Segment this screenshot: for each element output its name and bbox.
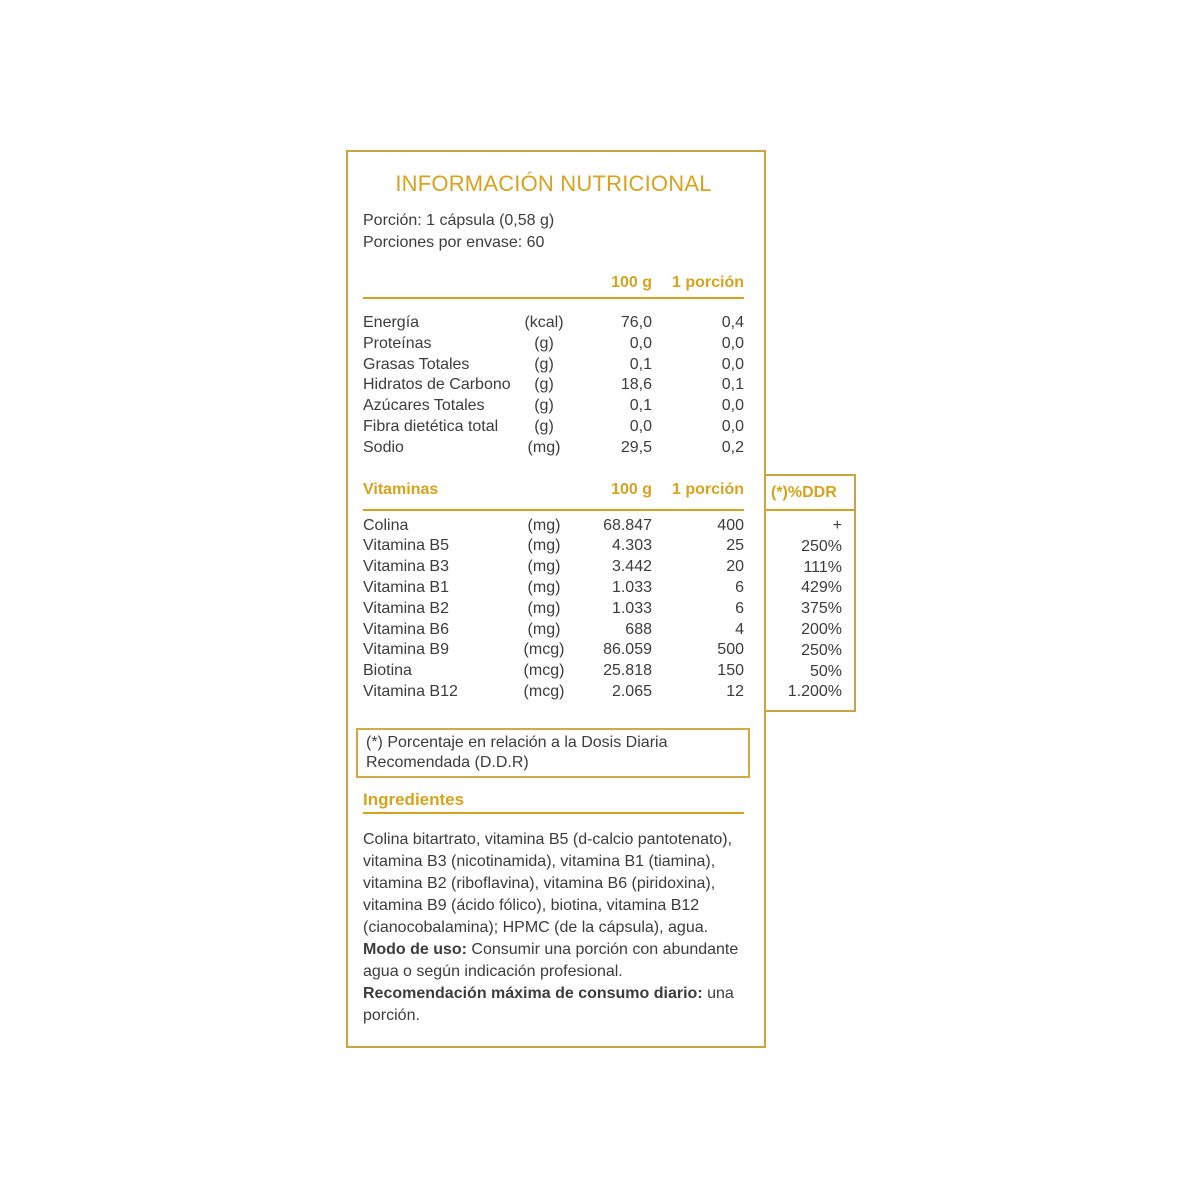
nutrient-per100: 76,0 [620, 314, 652, 331]
nutrient-unit: (mg) [527, 438, 561, 456]
nutrient-per100: 0,0 [629, 417, 652, 435]
vitamin-per100: 68.847 [603, 516, 652, 534]
vitamins-columns-header [363, 479, 744, 500]
ingredients-list: Colina bitartrato, vitamina B5 (d-calcio pantotenato), vitamina B3 (nicotinamida), vitamina B1 (tiamina), vitamina B2 (riboflavina), vitamina B6 (piridoxina), vitamina B9 (ácido fólico), biotina, vitamina B12 (cianocobalamina); HPMC (de la cápsula), agua. [363, 830, 733, 936]
ddr-value: + [832, 517, 842, 534]
nutrient-name: Azúcares Totales [363, 397, 485, 415]
vitamin-porcion: 12 [726, 682, 744, 700]
vitamin-name: Biotina [363, 662, 412, 680]
vitamin-unit: (mcg) [523, 641, 565, 659]
nutrition-label-panel [346, 150, 766, 1048]
vitamin-porcion: 4 [735, 620, 744, 638]
table-row [363, 682, 744, 703]
vitamin-per100: 4.303 [611, 537, 652, 555]
column-header-porcion: 1 porción [671, 480, 744, 498]
vitamins-section-title: Vitaminas [363, 480, 439, 498]
nutrient-per100: 0,0 [629, 334, 652, 352]
serving-info [363, 210, 744, 254]
nutrient-unit: (g) [534, 397, 554, 415]
nutrient-unit: (g) [534, 417, 554, 435]
table-row [363, 313, 744, 334]
ddr-footnote-box [356, 728, 750, 778]
divider-line [363, 509, 744, 511]
vitamin-per100: 25.818 [603, 662, 652, 680]
nutrient-name: Energía [363, 314, 420, 331]
vitamin-per100: 688 [625, 620, 652, 638]
vitamin-porcion: 150 [717, 662, 744, 680]
nutrient-porcion: 0,4 [721, 314, 744, 331]
vitamin-per100: 86.059 [603, 641, 652, 659]
vitamin-name: Vitamina B6 [363, 620, 449, 638]
nutrient-columns-header [363, 272, 744, 293]
vitamin-unit: (mg) [527, 620, 561, 638]
vitamin-porcion: 6 [735, 578, 744, 596]
ddr-value: 250% [801, 641, 842, 659]
nutrient-porcion: 0,1 [721, 376, 744, 394]
nutrient-porcion: 0,0 [721, 334, 744, 352]
ddr-value: 200% [801, 620, 842, 638]
vitamin-unit: (mcg) [523, 682, 565, 700]
ddr-value: 375% [801, 600, 842, 618]
ddr-value: 50% [809, 662, 842, 680]
ddr-column-header: (*)%DDR [766, 476, 854, 511]
nutrient-unit: (g) [534, 355, 554, 373]
ddr-value: 1.200% [787, 683, 842, 701]
serving-size-line: Porción: 1 cápsula (0,58 g) [363, 212, 555, 229]
vitamin-unit: (mg) [527, 516, 561, 534]
vitamin-per100: 1.033 [611, 599, 652, 617]
vitamin-porcion: 400 [717, 516, 744, 534]
vitamin-per100: 2.065 [611, 682, 652, 700]
nutrient-name: Sodio [363, 438, 404, 456]
vitamin-unit: (mg) [527, 537, 561, 555]
servings-per-container-line: Porciones por envase: 60 [363, 234, 545, 251]
nutrient-porcion: 0,0 [721, 397, 744, 415]
table-row [363, 375, 744, 396]
usage-label: Modo de uso: [363, 940, 467, 958]
vitamin-name: Vitamina B5 [363, 537, 449, 555]
ddr-values-list [766, 516, 854, 710]
nutrient-porcion: 0,0 [721, 355, 744, 373]
table-row [363, 355, 744, 376]
table-row [363, 396, 744, 417]
ddr-value: 250% [801, 537, 842, 555]
table-row [363, 661, 744, 682]
nutrient-per100: 0,1 [629, 397, 652, 415]
nutrient-unit: (g) [534, 376, 554, 394]
vitamin-unit: (mg) [527, 558, 561, 576]
vitamin-unit: (mcg) [523, 662, 565, 680]
table-row [363, 417, 744, 438]
table-row [363, 578, 744, 599]
nutrient-per100: 29,5 [620, 438, 652, 456]
column-header-100g: 100 g [611, 274, 652, 291]
divider-line [363, 297, 744, 299]
vitamin-name: Vitamina B12 [363, 682, 458, 700]
vitamin-per100: 3.442 [611, 558, 652, 576]
nutrient-porcion: 0,2 [721, 438, 744, 456]
nutrient-name: Hidratos de Carbono [363, 376, 511, 394]
table-row [363, 334, 744, 355]
vitamin-name: Vitamina B1 [363, 578, 449, 596]
table-row [363, 557, 744, 578]
nutrient-name: Grasas Totales [363, 355, 470, 373]
table-row [363, 536, 744, 557]
vitamin-porcion: 6 [735, 599, 744, 617]
ingredients-paragraph [363, 829, 744, 1027]
nutrient-name: Proteínas [363, 334, 432, 352]
nutrients-table [363, 313, 744, 459]
table-row [363, 640, 744, 661]
vitamin-porcion: 20 [726, 558, 744, 576]
nutrient-per100: 0,1 [629, 355, 652, 373]
vitamin-name: Colina [363, 516, 409, 534]
table-row [363, 516, 744, 537]
ddr-footnote-text: (*) Porcentaje en relación a la Dosis Diaria Recomendada (D.D.R) [366, 733, 668, 771]
vitamin-per100: 1.033 [611, 578, 652, 596]
vitamin-porcion: 25 [726, 537, 744, 555]
nutrient-porcion: 0,0 [721, 417, 744, 435]
max-consumption-text: una porción. [363, 984, 734, 1024]
vitamin-name: Vitamina B9 [363, 641, 449, 659]
vitamin-unit: (mg) [527, 578, 561, 596]
max-consumption-label: Recomendación máxima de consumo diario: [363, 984, 703, 1002]
ingredients-section-title: Ingredientes [363, 789, 465, 809]
ddr-panel [764, 474, 856, 712]
nutrient-name: Fibra dietética total [363, 417, 499, 435]
vitamin-name: Vitamina B3 [363, 558, 449, 576]
label-title: INFORMACIÓN NUTRICIONAL [395, 171, 712, 196]
column-header-porcion: 1 porción [671, 274, 744, 291]
vitamin-name: Vitamina B2 [363, 599, 449, 617]
divider-line [363, 812, 744, 814]
ddr-value: 111% [803, 558, 842, 576]
vitamin-porcion: 500 [717, 641, 744, 659]
table-row [363, 620, 744, 641]
nutrient-unit: (kcal) [524, 314, 564, 331]
vitamin-unit: (mg) [527, 599, 561, 617]
usage-text: Consumir una porción con abundante agua o según indicación profesional. [363, 940, 739, 980]
ddr-value: 429% [801, 579, 842, 597]
table-row [363, 599, 744, 620]
nutrient-per100: 18,6 [620, 376, 652, 394]
column-header-100g: 100 g [611, 480, 652, 498]
nutrient-unit: (g) [534, 334, 554, 352]
vitamins-table [363, 516, 744, 703]
table-row [363, 438, 744, 459]
